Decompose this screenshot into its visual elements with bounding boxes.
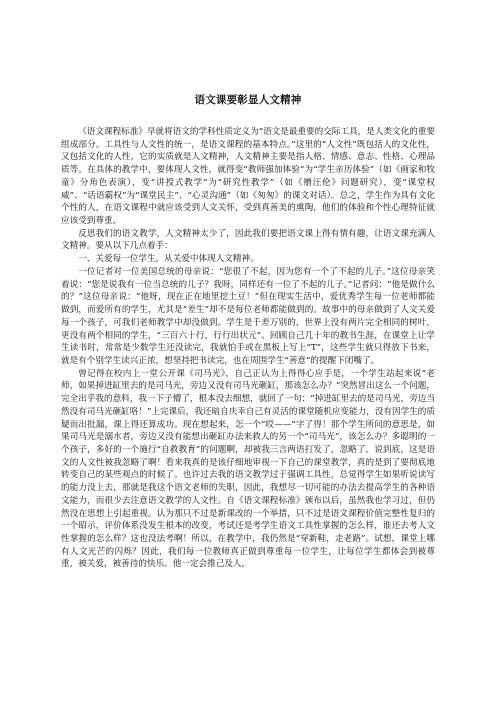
paragraph: 反思我们的语文教学，人文精神太少了，因此我们要把语文课上得有情有趣，让语文课充满人文精神。要从以下几点着手：: [61, 228, 435, 252]
document-body: [61, 126, 435, 571]
document-title: 语文课要彰显人文精神: [194, 94, 302, 106]
paragraph: 《语文课程标准》早就将语文的学科性质定义为“语文是最重要的交际工具，是人类文化的重要组成部分。工具性与人文性的统一，是语文课程的基本特点。”这里的“人文性”既包括人的文化性，又包括文化的人性，它的实质就是人文精神，人文精神主要是指人格、情感、意志、性格、心理品质等。在具体的教学中，要体现人文性，就得变“教师强加体验”为“学生亲历体验”（如《画家和牧童》分角色表演），变“讲授式教学”为“研究性教学”（如《赠汪伦》问题研究），变“课堂权威”、“话语霸权”为“课堂民主”、“心灵沟通”（如《匆匆》的课文对话）。总之，学生作为具有文化个性的人，在语文课程中就应该受到人文关怀，受到真善美的熏陶，他们的体验和个性心理特征就应该受到尊重。: [61, 127, 435, 227]
paragraph: 曾记得在校内上一堂公开课《司马光》，自己正认为上得得心应手是，一个学生站起来说“老师，如果掉进缸里去的是司马光，旁边又没有司马光砸缸，那该怎么办？”突然冒出这么一个问题，完全出乎我的意料，我一下子懵了，根本没去细想，就回了一句：“掉进缸里去的是司马光，旁边当然没有司马光砸缸咯！”上完课后，我还暗自庆幸自己有灵活的课堂随机应变能力，没有因学生的质疑而出批漏，课上得还算成功。现在想起来，怎一个“哎——”字了得！那个学生所问的意思是，如果司马光是溺水者，旁边又没有能想出砸缸办法来救人的另一个“司马光”，该怎么办？多聪明的一个孩子，多好的一个施行“自救教育”的问题啊，却被我三言两语打发了，忽略了，说到底，这是语文的人文性被我忽略了啊！看来我真的是该仔细地审视一下自己的课堂教学，真的是到了要彻底地转变自己的某些观点的时候了。也许过去我的语文教学过于强调工具性，总觉得学生如果听说读写的能力没上去，那就是我这个语文老师的失职，因此，我想尽一切可能的办法去提高学生的各种语文能力，而很少去注意语文教学的人文性。自《语文课程标准》颁布以后，虽然我也学习过，但仍然没在思想上引起重视。认为那只不过是新课改的一个举措，只不过是语文课程价值完整性复归的一个昭示，评价体系没发生根本的改变，考试还是考学生语文工具性掌握的怎么样，谁还去考人文性掌握的怎么样？这也没法考啊！所以，在教学中，我仍然是“穿新鞋，走老路”。试想，课堂上哪有人文光芒的闪烁？因此，我们每一位教师真正做到尊重每一位学生，让每位学生都体会到被尊重，被关爱，被善待的快乐。他一定会推己及人，: [61, 368, 435, 570]
section-heading: 一、关爱每一位学生，从关爱中体现人文精神。: [78, 254, 259, 265]
paragraph: 一位记者对一位美国总统的母亲说：“您很了不起，因为您有一个了不起的儿子。”这位母亲笑着说：“您是说我有一位当总统的儿子？我呀，同样还有一位了不起的儿子。”记者问：“他是做什么的？”这位母亲说：“他呀，现在正在地里挖土豆！”但在现实生活中，爱优秀学生每一位老师都能做到，而爱所有的学生，尤其是“差生”却不是每位老师都能做到的。故事中的母亲做到了人文关爱每一个孩子，可我们老师教学中却没做到。学生是千差万别的，世界上没有两片完全相同的树叶，更没有两个相同的学生，“三百六十行，行行出状元”。回顾自己几十年的教书生涯，在课堂上让学生读书时，常常是少数学生还没读完，我就怕手或在黑板上写上“T”，这些学生就只得放下书来，就是有个别学生读兴正浓，想坚持把书读完，也在周围学生“善意”的提醒下闭嘴了。: [61, 266, 435, 366]
